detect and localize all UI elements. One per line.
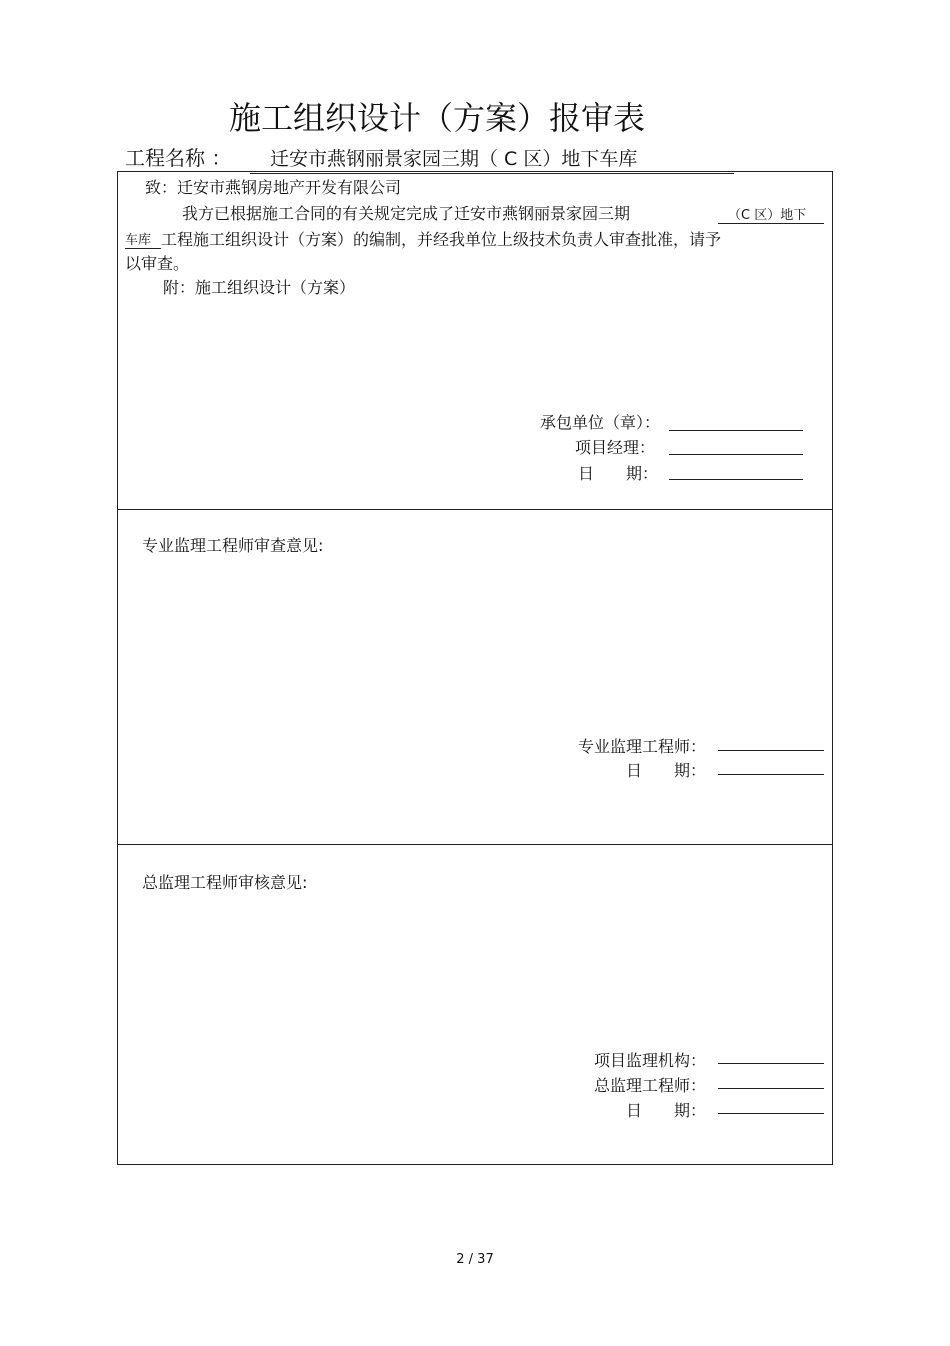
section1-date-blank[interactable] xyxy=(669,479,803,480)
section3-date-blank[interactable] xyxy=(718,1113,824,1114)
specialist-engineer-label: 专业监理工程师： xyxy=(577,737,706,756)
project-manager-label: 项目经理： xyxy=(574,438,655,457)
body-line-2: 工程施工组织设计（方案）的编制，并经我单位上级技术负责人审查批准，请予 xyxy=(161,230,722,249)
page-title: 施工组织设计（方案）报审表 xyxy=(228,99,645,137)
body-fill-project-part: （C 区）地下 xyxy=(718,204,824,224)
body-line-3: 以审查。 xyxy=(125,254,190,273)
specialist-engineer-blank[interactable] xyxy=(718,750,824,751)
supervision-org-label: 项目监理机构： xyxy=(593,1051,706,1070)
page-number: 2 / 37 xyxy=(456,1252,494,1267)
body-line-1: 我方已根据施工合同的有关规定完成了迁安市燕钢丽景家园三期 xyxy=(182,204,631,223)
section3-date-label: 日 期： xyxy=(625,1101,706,1120)
attachment-line: 附：施工组织设计（方案） xyxy=(163,278,356,297)
chief-engineer-blank[interactable] xyxy=(718,1088,824,1089)
project-name-value: 迁安市燕钢丽景家园三期（ C 区）地下车库 xyxy=(250,144,734,174)
section-divider-2 xyxy=(117,509,833,510)
body-fill-project-end: 车库 xyxy=(125,229,161,249)
section2-date-blank[interactable] xyxy=(718,774,824,775)
supervision-org-blank[interactable] xyxy=(718,1063,824,1064)
form-table xyxy=(117,171,833,1165)
engineer-review-heading: 专业监理工程师审查意见: xyxy=(142,536,324,555)
chief-engineer-label: 总监理工程师： xyxy=(593,1076,706,1095)
contractor-seal-blank[interactable] xyxy=(669,430,803,431)
section1-date-label: 日 期： xyxy=(577,464,658,483)
contractor-seal-label: 承包单位（章）： xyxy=(539,413,660,432)
project-name-label: 工程名称 ： xyxy=(125,146,232,170)
chief-review-heading: 总监理工程师审核意见: xyxy=(142,873,308,892)
section2-date-label: 日 期： xyxy=(625,761,706,780)
project-manager-blank[interactable] xyxy=(669,454,803,455)
addressee-line: 致：迁安市燕钢房地产开发有限公司 xyxy=(145,178,402,197)
section-divider-3 xyxy=(117,844,833,845)
